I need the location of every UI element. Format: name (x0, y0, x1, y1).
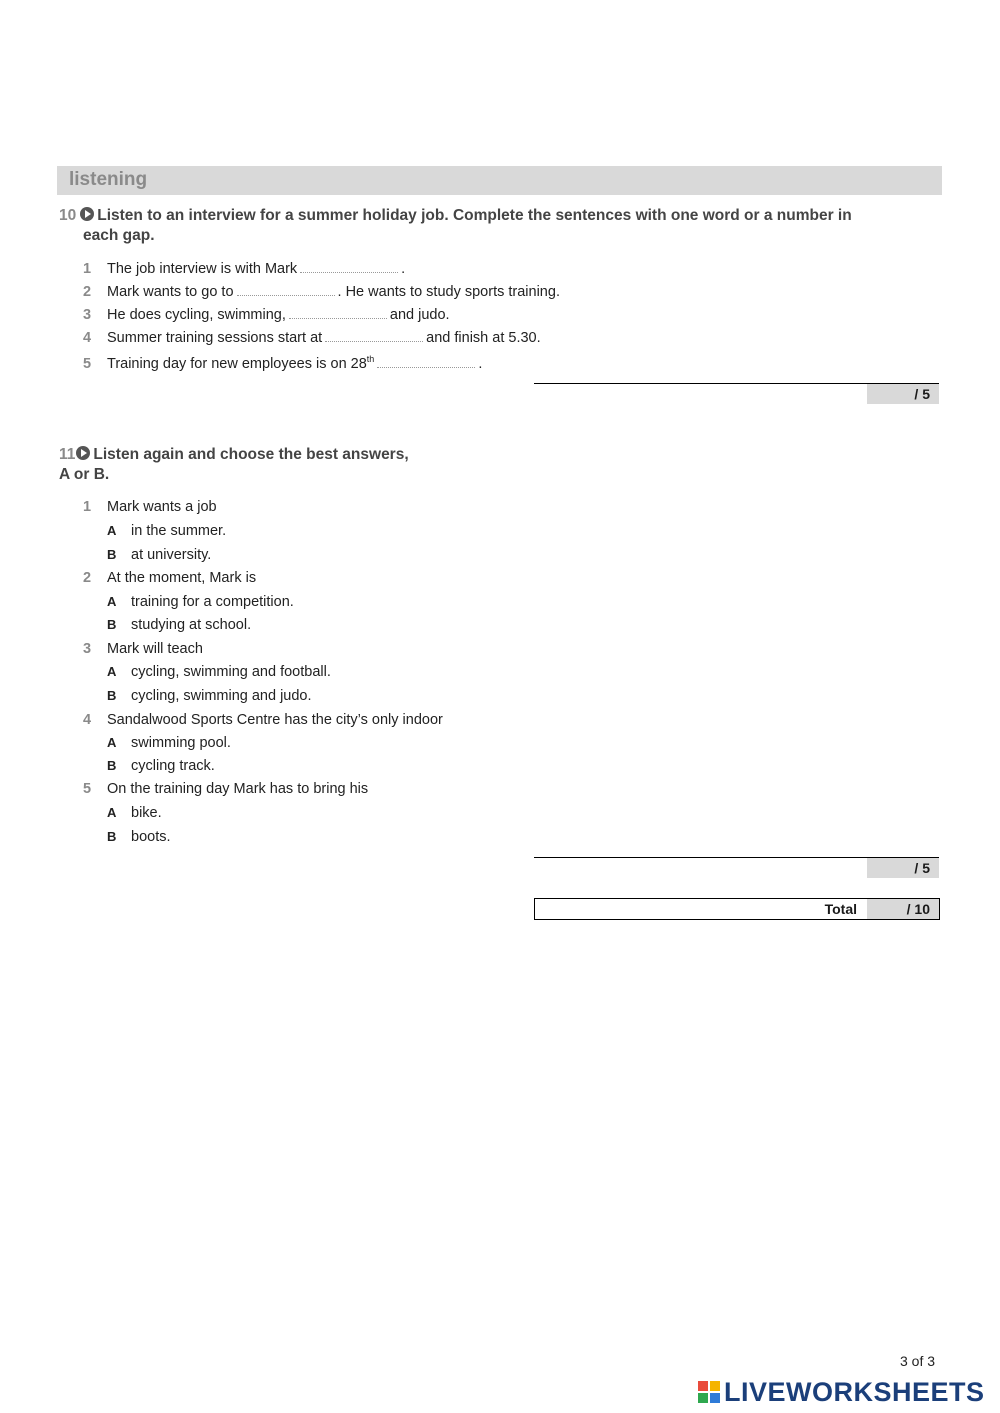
total-box (534, 898, 940, 920)
answer-gap[interactable] (325, 331, 423, 342)
total-label: Total (824, 901, 857, 917)
q11-item: 4 Sandalwood Sports Centre has the city’s only indoor (83, 712, 443, 728)
q10-item: 3 He does cycling, swimming, and judo. (83, 307, 450, 323)
page-number: 3 of 3 (900, 1353, 936, 1369)
option-a[interactable]: A swimming pool. (107, 735, 231, 751)
answer-gap[interactable] (289, 308, 387, 319)
q10-item: 1 The job interview is with Mark . (83, 261, 406, 277)
q11-item: 1 Mark wants a job (83, 499, 217, 515)
q11-item: 3 Mark will teach (83, 641, 203, 657)
option-b[interactable]: B cycling track. (107, 758, 215, 774)
q10-item: 2 Mark wants to go to . He wants to study sports training. (83, 284, 560, 300)
option-a[interactable]: A bike. (107, 805, 162, 821)
option-b[interactable]: B cycling, swimming and judo. (107, 688, 312, 704)
logo-icon (697, 1380, 721, 1404)
q10-number: 10 (59, 207, 77, 224)
answer-gap[interactable] (377, 357, 475, 368)
q11-score: / 5 (867, 858, 939, 878)
q10-score: / 5 (867, 384, 939, 404)
section-title: listening (69, 169, 148, 190)
option-a[interactable]: A cycling, swimming and football. (107, 664, 331, 680)
logo-text: LIVEWORKSHEETS (724, 1377, 985, 1407)
option-b[interactable]: B at university. (107, 547, 212, 563)
q10-instruction: 10 Listen to an interview for a summer holiday job. Complete the sentences with one word or a number in each gap. (59, 207, 852, 244)
q11-number: 11 (59, 446, 76, 463)
audio-play-icon[interactable] (80, 207, 94, 221)
answer-gap[interactable] (300, 262, 398, 273)
q11-item: 5 On the training day Mark has to bring his (83, 781, 369, 797)
option-a[interactable]: A training for a competition. (107, 594, 294, 610)
total-score: / 10 (867, 899, 939, 919)
option-a[interactable]: A in the summer. (107, 523, 227, 539)
q10-item: 4 Summer training sessions start at and finish at 5.30. (83, 330, 541, 346)
option-b[interactable]: B boots. (107, 829, 171, 845)
section-header (57, 166, 942, 195)
option-b[interactable]: B studying at school. (107, 617, 252, 633)
q11-instruction: 11 Listen again and choose the best answers, A or B. (59, 446, 409, 483)
q10-item: 5 Training day for new employees is on 28th . (83, 354, 483, 372)
answer-gap[interactable] (237, 285, 335, 296)
audio-play-icon[interactable] (76, 446, 90, 460)
q11-item: 2 At the moment, Mark is (83, 570, 257, 586)
